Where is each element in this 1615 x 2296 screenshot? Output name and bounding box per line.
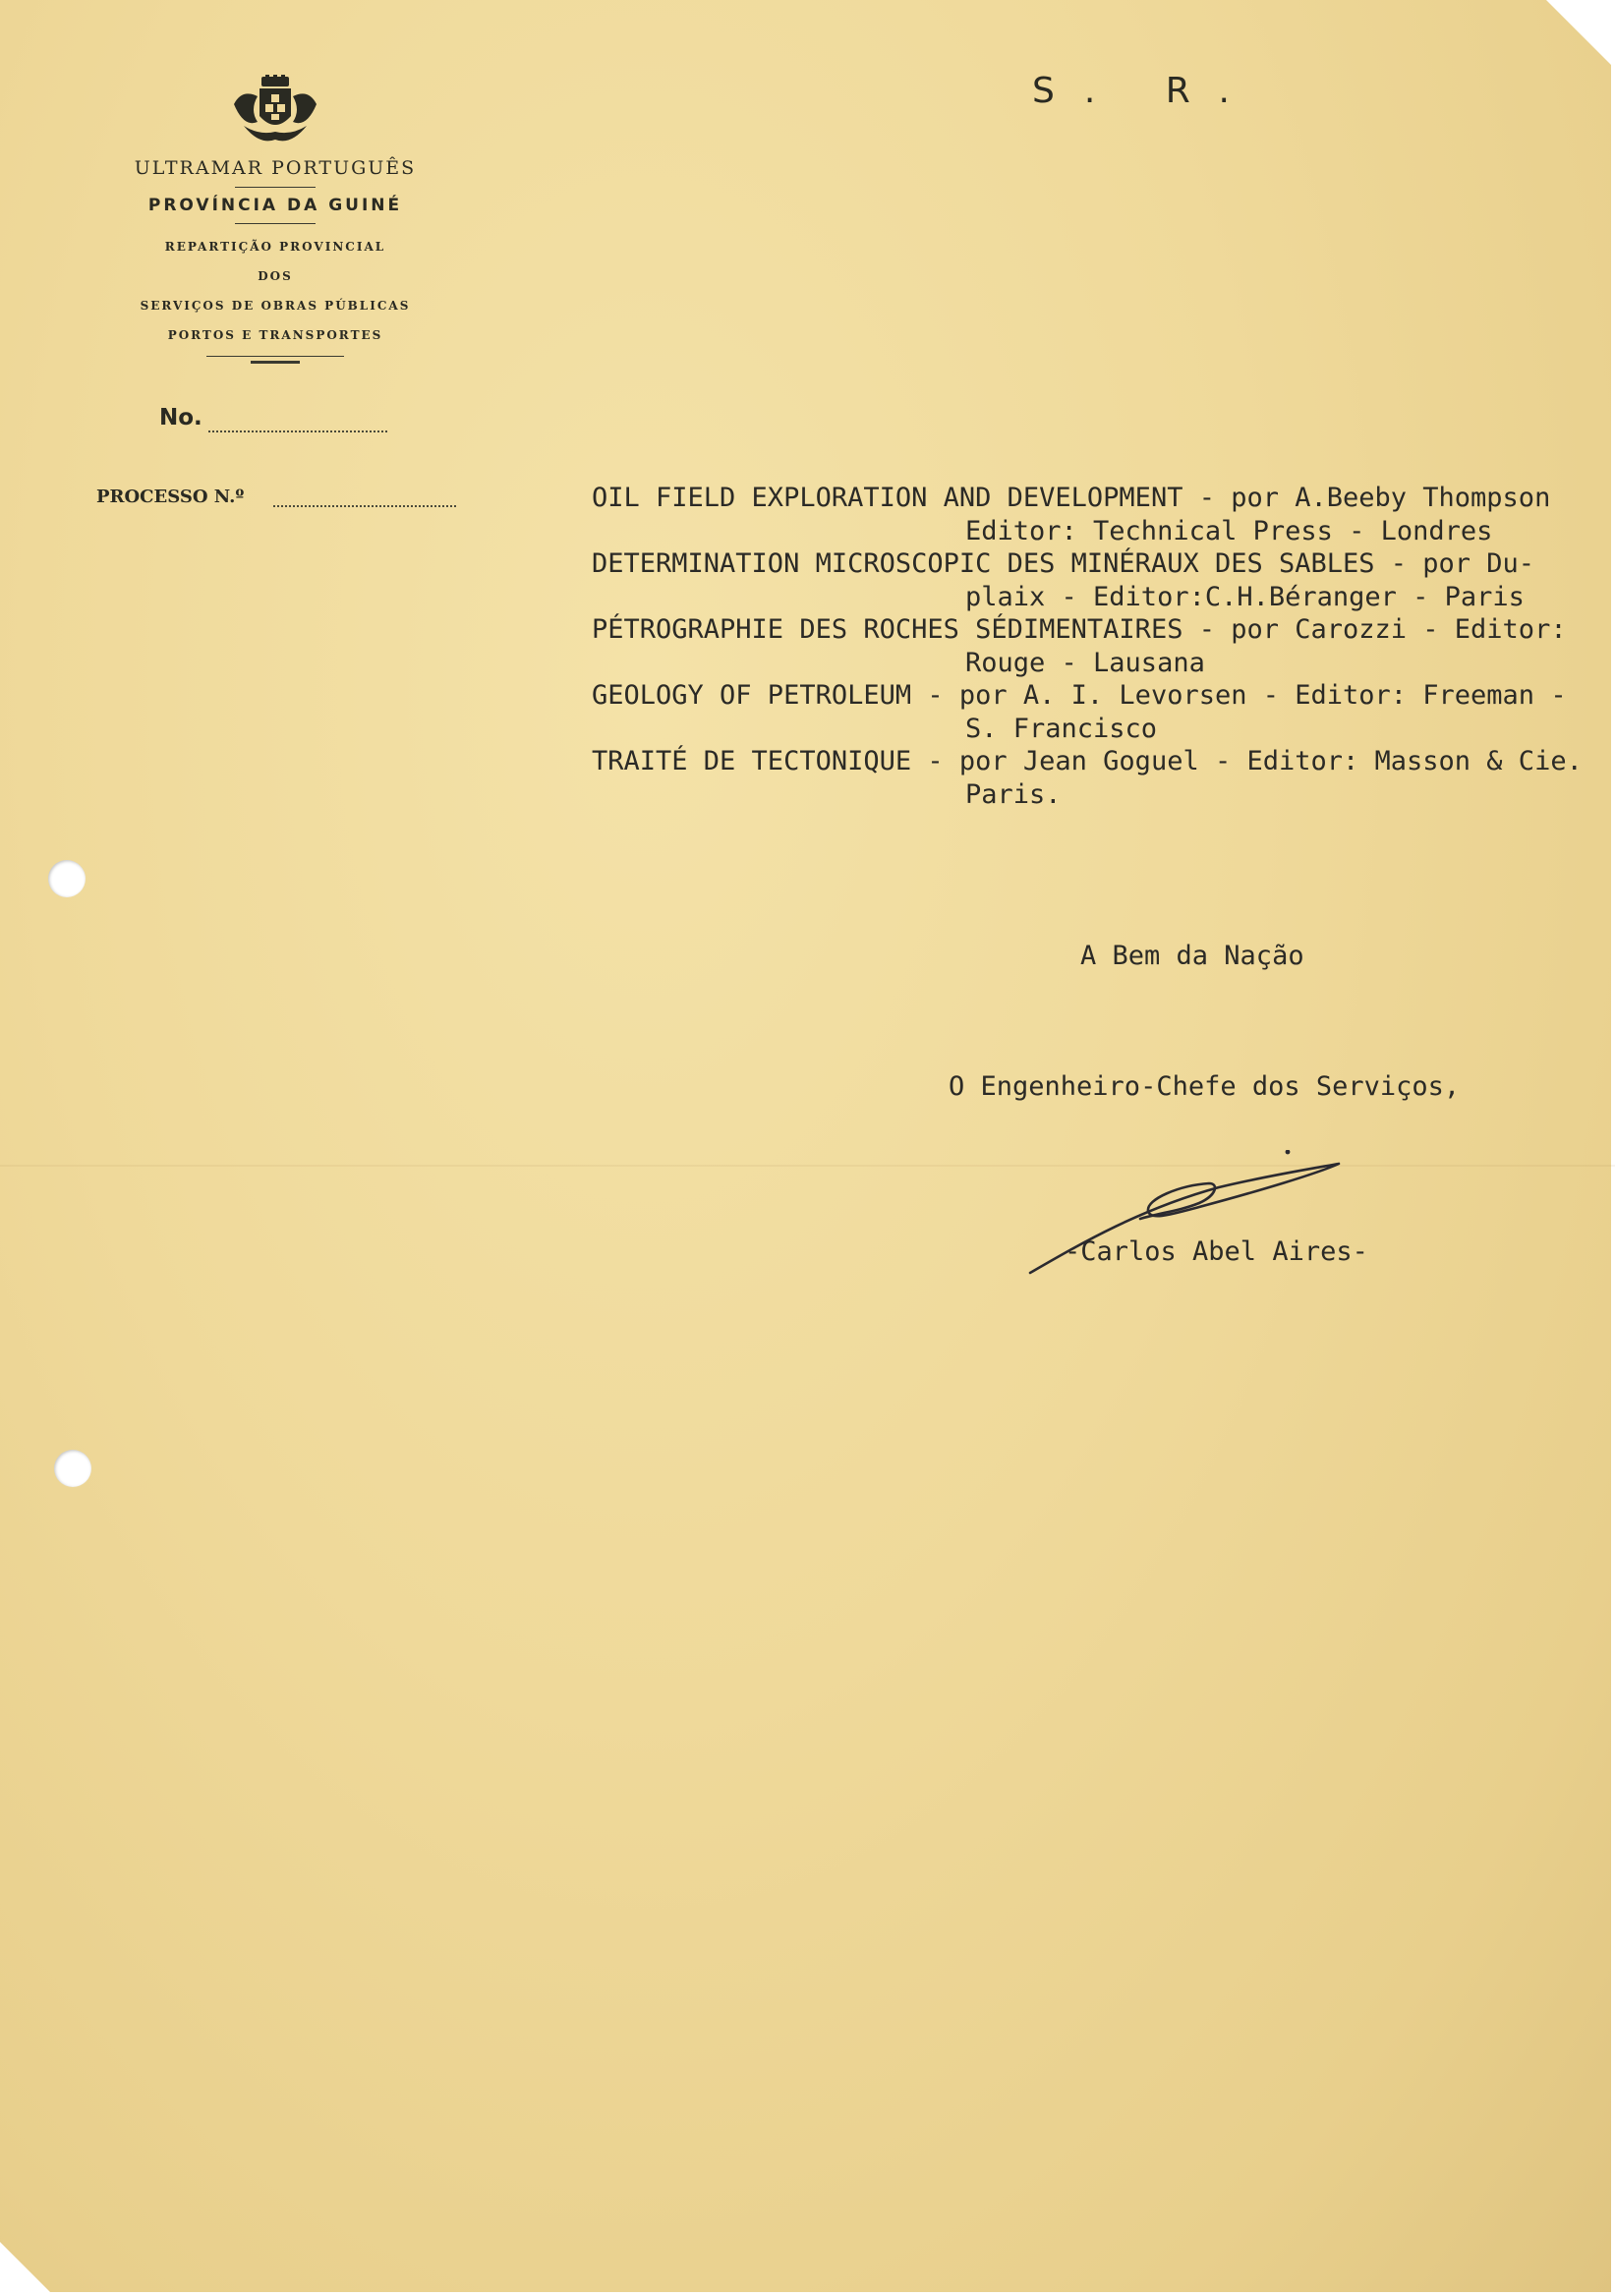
page-edge-right xyxy=(1611,0,1615,2296)
bottom-left-fold xyxy=(0,2242,54,2296)
punch-hole-top xyxy=(48,860,86,897)
number-field-line xyxy=(208,430,387,432)
book-entry-line: GEOLOGY OF PETROLEUM - por A. I. Levorsen - Editor: Freeman - xyxy=(592,680,1567,711)
book-entry-line: DETERMINATION MICROSCOPIC DES MINÉRAUX DES SABLES - por Du- xyxy=(592,548,1535,579)
book-entry-line: Rouge - Lausana xyxy=(965,647,1205,678)
signatory-title: O Engenheiro-Chefe dos Serviços, xyxy=(949,1071,1461,1102)
book-list xyxy=(592,482,1583,811)
signatory-name: -Carlos Abel Aires- xyxy=(1065,1236,1368,1267)
letterhead-rule xyxy=(235,223,316,224)
letterhead-line-5: SERVIÇOS DE OBRAS PÚBLICAS xyxy=(140,299,411,313)
book-entry-line: OIL FIELD EXPLORATION AND DEVELOPMENT - por A.Beeby Thompson xyxy=(592,483,1551,513)
letterhead-line-6: PORTOS E TRANSPORTES xyxy=(167,328,383,342)
letterhead-line-3: REPARTIÇÃO PROVINCIAL xyxy=(164,240,386,254)
book-entry-line: PÉTROGRAPHIE DES ROCHES SÉDIMENTAIRES - por Carozzi - Editor: xyxy=(592,614,1567,645)
book-entry-line: S. Francisco xyxy=(965,713,1158,744)
corner-fold xyxy=(1546,0,1615,69)
stamp-mark: S. R. xyxy=(1032,71,1259,111)
letterhead-rule-long xyxy=(206,356,344,357)
letterhead xyxy=(88,75,462,364)
fold-line xyxy=(0,1165,1615,1167)
book-entry-line: TRAITÉ DE TECTONIQUE - por Jean Goguel - Editor: Masson & Cie. xyxy=(592,746,1583,776)
coat-of-arms-icon xyxy=(230,75,320,149)
number-label: No. xyxy=(159,405,202,430)
letterhead-line-2: PROVÍNCIA DA GUINÉ xyxy=(147,196,403,215)
punch-hole-bottom xyxy=(54,1450,91,1487)
book-entry-line: Editor: Technical Press - Londres xyxy=(965,515,1493,546)
letterhead-rule-short xyxy=(251,361,300,364)
letterhead-line-4: DOS xyxy=(258,269,293,283)
book-entry-line: plaix - Editor:C.H.Béranger - Paris xyxy=(965,581,1525,612)
processo-label: PROCESSO N.º xyxy=(96,487,245,507)
letterhead-line-1: ULTRAMAR PORTUGUÊS xyxy=(134,157,417,179)
letterhead-rule xyxy=(235,187,316,188)
processo-field-line xyxy=(273,505,456,507)
page-edge-bottom xyxy=(0,2292,1615,2296)
book-entry-line: Paris. xyxy=(965,778,1062,810)
closing-salutation: A Bem da Nação xyxy=(1080,941,1304,971)
